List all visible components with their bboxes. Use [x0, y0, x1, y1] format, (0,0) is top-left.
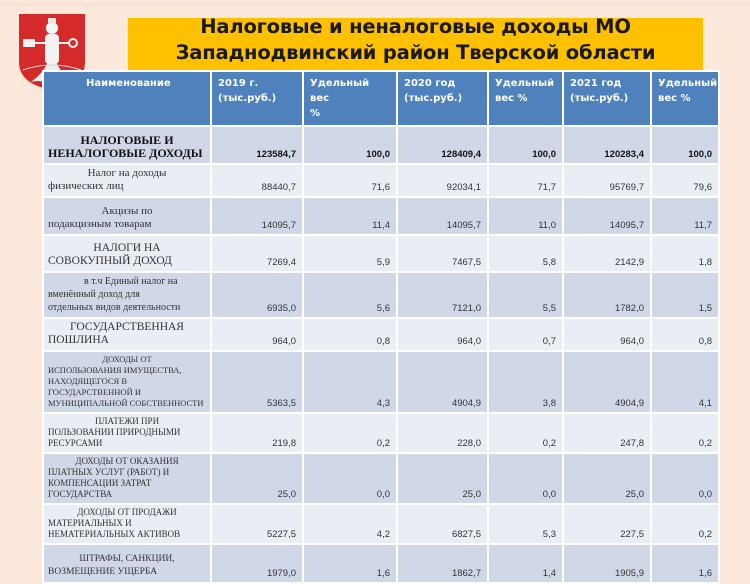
value-2020: 128409,4 — [397, 126, 488, 164]
value-2019: 123584,7 — [211, 126, 303, 164]
value-2020: 7467,5 — [397, 235, 488, 272]
share-2019: 100,0 — [303, 126, 397, 164]
share-2020: 71,7 — [488, 164, 563, 197]
share-2020: 5,3 — [488, 504, 563, 544]
value-2021: 95769,7 — [563, 164, 651, 197]
value-2020: 25,0 — [397, 453, 488, 504]
column-header-2020: 2020 год (тыс.руб.) — [397, 71, 488, 126]
share-2021: 1,6 — [651, 544, 719, 583]
value-2019: 1979,0 — [211, 544, 303, 583]
value-2021: 4904,9 — [563, 351, 651, 413]
page-title — [128, 14, 703, 66]
row-name: НАЛОГОВЫЕ И НЕНАЛОГОВЫЕ ДОХОДЫ — [43, 126, 211, 164]
share-2019: 0,8 — [303, 318, 397, 351]
value-2019: 88440,7 — [211, 164, 303, 197]
share-2021: 0,0 — [651, 453, 719, 504]
share-2019: 1,6 — [303, 544, 397, 583]
share-2019: 4,2 — [303, 504, 397, 544]
table-row — [43, 235, 719, 272]
table-row — [43, 504, 719, 544]
value-2021: 227,5 — [563, 504, 651, 544]
value-2021: 1782,0 — [563, 272, 651, 318]
share-2021: 100,0 — [651, 126, 719, 164]
column-header-share-2019: Удельный вес % — [303, 71, 397, 126]
column-header-2021: 2021 год (тыс.руб.) — [563, 71, 651, 126]
share-2020: 0,7 — [488, 318, 563, 351]
value-2019: 5227,5 — [211, 504, 303, 544]
row-name: в т.ч Единый налог на вменённый доход для отдельных видов деятельности — [43, 272, 211, 318]
table-row — [43, 351, 719, 413]
revenue-table — [42, 70, 720, 584]
row-name: ДОХОДЫ ОТ ОКАЗАНИЯ ПЛАТНЫХ УСЛУГ (РАБОТ) И КОМПЕНСАЦИИ ЗАТРАТ ГОСУДАРСТВА — [43, 453, 211, 504]
row-name: ДОХОДЫ ОТ ИСПОЛЬЗОВАНИЯ ИМУЩЕСТВА, НАХОДЯЩЕГОСЯ В ГОСУДАРСТВЕННОЙ И МУНИЦИПАЛЬНОЙ СОБСТВЕННОСТИ — [43, 351, 211, 413]
table-row — [43, 272, 719, 318]
value-2019: 25,0 — [211, 453, 303, 504]
row-name: Акцизы по подакцизным товарам — [43, 197, 211, 235]
value-2020: 964,0 — [397, 318, 488, 351]
table-row — [43, 126, 719, 164]
share-2020: 11,0 — [488, 197, 563, 235]
column-header-share-2021: Удельный вес % — [651, 71, 719, 126]
slide-top-line — [0, 4, 750, 5]
share-2020: 3,8 — [488, 351, 563, 413]
table-row — [43, 544, 719, 583]
value-2020: 4904,9 — [397, 351, 488, 413]
value-2019: 7269,4 — [211, 235, 303, 272]
value-2020: 228,0 — [397, 413, 488, 453]
value-2019: 14095,7 — [211, 197, 303, 235]
table-row — [43, 413, 719, 453]
row-name: Налог на доходы физических лиц — [43, 164, 211, 197]
value-2020: 6827,5 — [397, 504, 488, 544]
title-line-1: Налоговые и неналоговые доходы МО — [200, 15, 631, 38]
value-2020: 92034,1 — [397, 164, 488, 197]
value-2021: 964,0 — [563, 318, 651, 351]
table-row — [43, 318, 719, 351]
share-2020: 0,0 — [488, 453, 563, 504]
share-2020: 5,8 — [488, 235, 563, 272]
share-2021: 4,1 — [651, 351, 719, 413]
row-name: ПЛАТЕЖИ ПРИ ПОЛЬЗОВАНИИ ПРИРОДНЫМИ РЕСУРСАМИ — [43, 413, 211, 453]
share-2019: 71,6 — [303, 164, 397, 197]
share-2019: 4,3 — [303, 351, 397, 413]
share-2020: 100,0 — [488, 126, 563, 164]
share-2019: 5,6 — [303, 272, 397, 318]
value-2019: 964,0 — [211, 318, 303, 351]
value-2021: 120283,4 — [563, 126, 651, 164]
value-2019: 6935,0 — [211, 272, 303, 318]
column-header-name: Наименование — [43, 71, 211, 126]
share-2019: 5,9 — [303, 235, 397, 272]
value-2020: 1862,7 — [397, 544, 488, 583]
share-2021: 79,6 — [651, 164, 719, 197]
row-name: ДОХОДЫ ОТ ПРОДАЖИ МАТЕРИАЛЬНЫХ И НЕМАТЕРИАЛЬНЫХ АКТИВОВ — [43, 504, 211, 544]
title-line-2: Западнодвинский район Тверской области — [175, 41, 656, 64]
value-2020: 14095,7 — [397, 197, 488, 235]
value-2021: 25,0 — [563, 453, 651, 504]
row-name: ГОСУДАРСТВЕННАЯ ПОШЛИНА — [43, 318, 211, 351]
share-2021: 1,5 — [651, 272, 719, 318]
value-2019: 5363,5 — [211, 351, 303, 413]
row-name: НАЛОГИ НА СОВОКУПНЫЙ ДОХОД — [43, 235, 211, 272]
column-header-share-2020: Удельный вес % — [488, 71, 563, 126]
row-name: ШТРАФЫ, САНКЦИИ, ВОЗМЕЩЕНИЕ УЩЕРБА — [43, 544, 211, 583]
value-2019: 219,8 — [211, 413, 303, 453]
share-2021: 0,2 — [651, 413, 719, 453]
table-row — [43, 164, 719, 197]
table-header-row — [43, 71, 719, 126]
share-2019: 11,4 — [303, 197, 397, 235]
table-row — [43, 453, 719, 504]
share-2021: 11,7 — [651, 197, 719, 235]
share-2021: 0,8 — [651, 318, 719, 351]
value-2021: 247,8 — [563, 413, 651, 453]
column-header-2019: 2019 г. (тыс.руб.) — [211, 71, 303, 126]
share-2019: 0,0 — [303, 453, 397, 504]
share-2019: 0,2 — [303, 413, 397, 453]
share-2020: 1,4 — [488, 544, 563, 583]
value-2021: 2142,9 — [563, 235, 651, 272]
share-2020: 5,5 — [488, 272, 563, 318]
share-2021: 0,2 — [651, 504, 719, 544]
value-2021: 1905,9 — [563, 544, 651, 583]
value-2021: 14095,7 — [563, 197, 651, 235]
table-row — [43, 197, 719, 235]
value-2020: 7121,0 — [397, 272, 488, 318]
share-2021: 1,8 — [651, 235, 719, 272]
share-2020: 0,2 — [488, 413, 563, 453]
